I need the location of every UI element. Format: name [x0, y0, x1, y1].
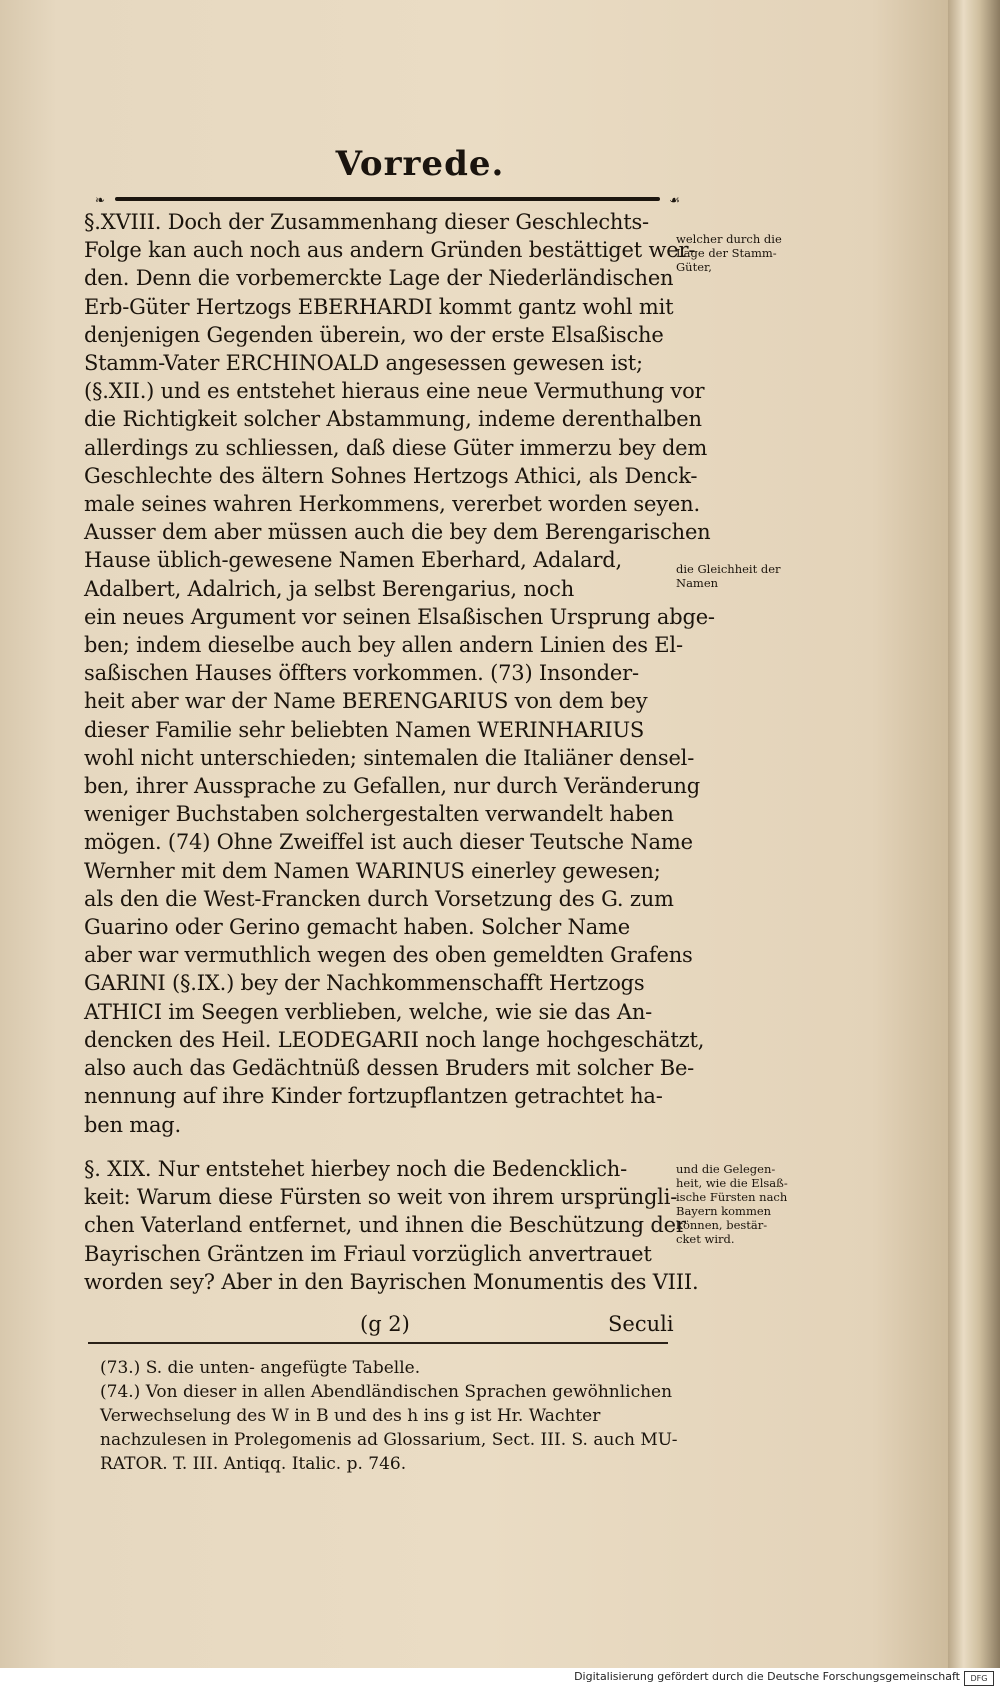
text-line: saßischen Hauses öffters vorkommen. (73) Insonder-: [84, 661, 639, 686]
margin-line: können, bestär-: [676, 1218, 768, 1232]
margin-line: Güter,: [676, 260, 712, 274]
margin-line: welcher durch die: [676, 232, 782, 246]
page-edge: [948, 0, 1000, 1668]
footnote-line: RATOR. T. III. Antiqq. Italic. p. 746.: [100, 1454, 407, 1474]
text-line: §. XIX. Nur entstehet hierbey noch die Bedencklich-: [84, 1157, 627, 1181]
text-line: nennung auf ihre Kinder fortzupflantzen getrachtet ha-: [84, 1084, 663, 1109]
margin-line: und die Gelegen-: [676, 1162, 776, 1176]
text-line: Folge kan auch noch aus andern Gründen bestättiget wer-: [84, 238, 696, 263]
margin-line: Namen: [676, 576, 719, 590]
footnote-divider: [88, 1342, 668, 1344]
text-line: Geschlechte des ältern Sohnes Hertzogs Athici, als Denck-: [84, 463, 698, 488]
paragraph-18: [84, 208, 715, 1139]
footnote-line: nachzulesen in Prolegomenis ad Glossarium, Sect. III. S. auch MU-: [100, 1430, 678, 1450]
text-line: Adalbert, Adalrich, ja selbst Berengarius, noch: [84, 576, 575, 601]
text-line: §.XVIII. Doch der Zusammenhang dieser Geschlechts-: [84, 210, 649, 234]
text-line: als den die West-Francken durch Vorsetzung des G. zum: [84, 886, 674, 911]
text-line: Hause üblich-gewesene Namen Eberhard, Adalard,: [84, 548, 622, 573]
margin-note-3: [676, 1162, 791, 1246]
footer-strip: [0, 1668, 1000, 1687]
paragraph-19: [84, 1155, 699, 1296]
margin-line: Bayern kommen: [676, 1204, 772, 1218]
text-line: denjenigen Gegenden überein, wo der erste Elsaßische: [84, 322, 664, 347]
text-line: male seines wahren Herkommens, vererbet worden seyen.: [84, 492, 700, 517]
text-line: die Richtigkeit solcher Abstammung, indeme derenthalben: [84, 407, 702, 432]
margin-line: die Gleichheit der: [676, 562, 781, 576]
text-line: ein neues Argument vor seinen Elsaßischen Ursprung abge-: [84, 604, 715, 629]
text-line: aber war vermuthlich wegen des oben gemeldten Grafens: [84, 943, 693, 968]
text-line: worden sey? Aber in den Bayrischen Monumentis des VIII.: [84, 1269, 699, 1294]
dfg-logo-icon: DFG: [964, 1671, 994, 1686]
funding-credit: Digitalisierung gefördert durch die Deutsche Forschungsgemeinschaft: [574, 1670, 960, 1683]
ornament-left-icon: ❧: [95, 193, 106, 207]
margin-note-2: [676, 562, 791, 590]
ornamental-rule: [95, 193, 680, 205]
text-line: also auch das Gedächtnüß dessen Bruders mit solcher Be-: [84, 1056, 695, 1081]
signature-mark: (g 2): [360, 1312, 410, 1336]
text-line: mögen. (74) Ohne Zweiffel ist auch dieser Teutsche Name: [84, 830, 693, 855]
page-title: Vorrede.: [335, 144, 505, 184]
text-line: wohl nicht unterschieden; sintemalen die Italiäner densel-: [84, 745, 695, 770]
text-line: (§.XII.) und es entstehet hieraus eine neue Vermuthung vor: [84, 379, 705, 404]
text-line: Bayrischen Gräntzen im Friaul vorzüglich anvertrauet: [84, 1241, 652, 1266]
text-line: chen Vaterland entfernet, und ihnen die Beschützung der: [84, 1213, 686, 1238]
text-line: Wernher mit dem Namen WARINUS einerley gewesen;: [84, 858, 661, 883]
text-line: dencken des Heil. LEODEGARII noch lange hochgeschätzt,: [84, 1027, 705, 1052]
margin-line: Lage der Stamm-: [676, 246, 777, 260]
text-line: GARINI (§.IX.) bey der Nachkommenschafft Hertzogs: [84, 971, 645, 996]
ornament-bar: [115, 197, 660, 201]
footnote-line: Verwechselung des W in B und des h ins g ist Hr. Wachter: [100, 1406, 601, 1426]
margin-line: ische Fürsten nach: [676, 1190, 788, 1204]
text-line: ben; indem dieselbe auch bey allen andern Linien des El-: [84, 633, 683, 658]
ornament-right-icon: ☙: [669, 193, 680, 207]
text-line: Erb-Güter Hertzogs EBERHARDI kommt gantz wohl mit: [84, 294, 674, 319]
margin-line: heit, wie die Elsaß-: [676, 1176, 788, 1190]
text-line: dieser Familie sehr beliebten Namen WERINHARIUS: [84, 717, 645, 742]
text-line: heit aber war der Name BERENGARIUS von dem bey: [84, 689, 648, 714]
footnote-line: (74.) Von dieser in allen Abendländischen Sprachen gewöhnlichen: [100, 1382, 673, 1402]
catchword: Seculi: [608, 1312, 674, 1336]
margin-note-1: [676, 232, 791, 274]
text-line: ben, ihrer Aussprache zu Gefallen, nur durch Veränderung: [84, 774, 700, 799]
text-line: weniger Buchstaben solchergestalten verwandelt haben: [84, 802, 674, 827]
footnotes: [100, 1356, 680, 1476]
text-line: Guarino oder Gerino gemacht haben. Solcher Name: [84, 915, 630, 940]
text-line: ben mag.: [84, 1112, 182, 1137]
text-line: keit: Warum diese Fürsten so weit von ihrem ursprüngli-: [84, 1185, 678, 1210]
footnote-line: (73.) S. die unten- angefügte Tabelle.: [100, 1358, 421, 1378]
text-line: allerdings zu schliessen, daß diese Güter immerzu bey dem: [84, 435, 708, 460]
text-line: Ausser dem aber müssen auch die bey dem Berengarischen: [84, 520, 711, 545]
text-line: Stamm-Vater ERCHINOALD angesessen gewesen ist;: [84, 351, 643, 376]
text-line: ATHICI im Seegen verblieben, welche, wie sie das An-: [84, 999, 653, 1024]
margin-line: cket wird.: [676, 1232, 735, 1246]
text-line: den. Denn die vorbemerckte Lage der Niederländischen: [84, 266, 674, 291]
